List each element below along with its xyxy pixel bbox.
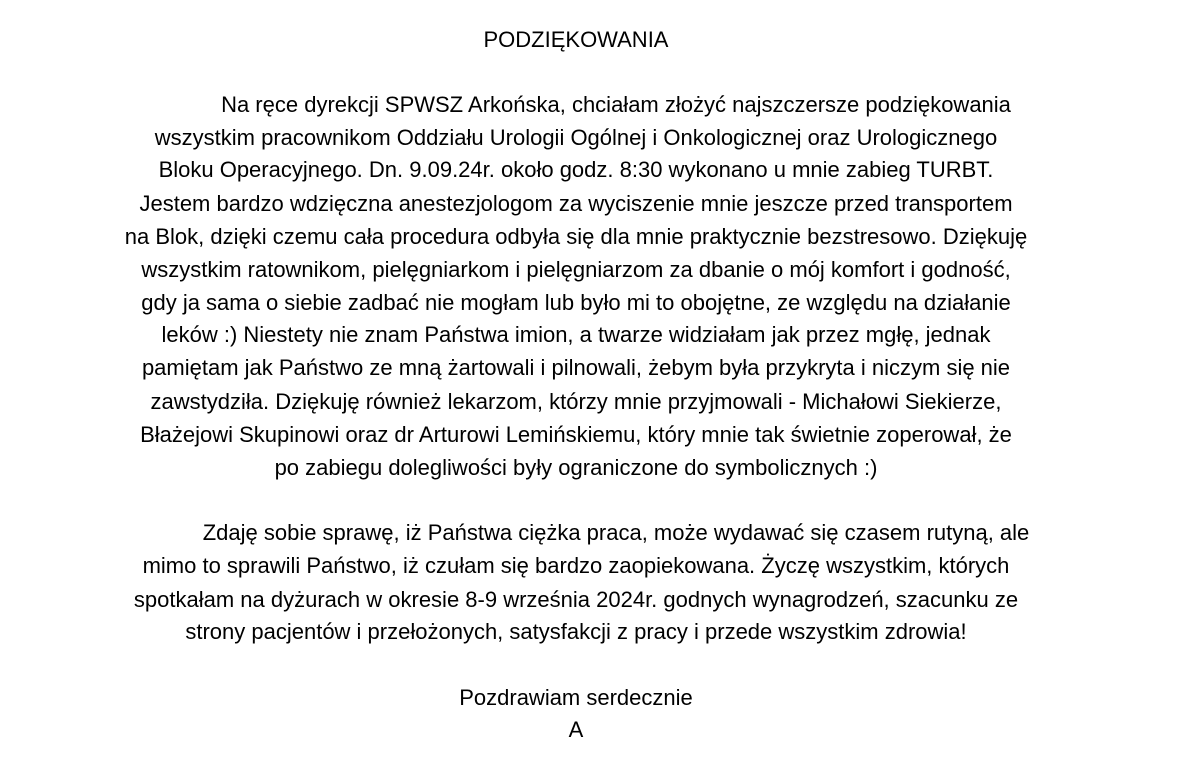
paragraph-1-line-5: na Blok, dzięki czemu cała procedura odbyła się dla mnie praktycznie bezstresowo. Dziękuję [124,224,1028,249]
closing-line: Pozdrawiam serdecznie [459,685,693,710]
paragraph-2-line-1: Zdaję sobie sprawę, iż Państwa ciężka praca, może wydawać się czasem rutyną, ale [202,520,1030,545]
paragraph-1-line-8: leków :) Niestety nie znam Państwa imion, a twarze widziałam jak przez mgłę, jednak [161,322,991,347]
paragraph-1-line-7: gdy ja sama o siebie zadbać nie mogłam lub było mi to obojętne, ze względu na działanie [141,290,1011,315]
document-title: PODZIĘKOWANIA [483,27,669,52]
paragraph-2-line-3: spotkałam na dyżurach w okresie 8-9 września 2024r. godnych wynagrodzeń, szacunku ze [133,587,1019,612]
paragraph-1-line-11: Błażejowi Skupinowi oraz dr Arturowi Lemińskiemu, który mnie tak świetnie zoperował, że [140,422,1012,447]
paragraph-1-line-4: Jestem bardzo wdzięczna anestezjologom za wyciszenie mnie jeszcze przed transportem [139,191,1013,216]
paragraph-2-line-2: mimo to sprawili Państwo, iż czułam się bardzo zaopiekowana. Życzę wszystkim, których [142,553,1010,578]
paragraph-1-line-1: Na ręce dyrekcji SPWSZ Arkońska, chciałam złożyć najszczersze podziękowania [221,92,1011,117]
paragraph-1-line-12: po zabiegu dolegliwości były ograniczone do symbolicznych :) [274,455,878,480]
paragraph-1-line-6: wszystkim ratownikom, pielęgniarkom i pielęgniarzom za dbanie o mój komfort i godność, [141,257,1011,282]
paragraph-1-line-2: wszystkim pracownikom Oddziału Urologii Ogólnej i Onkologicznej oraz Urologicznego [154,125,998,150]
paragraph-1-line-10: zawstydziła. Dziękuję również lekarzom, którzy mnie przyjmowali - Michałowi Siekierze, [150,389,1002,414]
paragraph-1-line-9: pamiętam jak Państwo ze mną żartowali i pilnowali, żebym była przykryta i niczym się nie [141,355,1011,380]
paragraph-2-line-4: strony pacjentów i przełożonych, satysfakcji z pracy i przede wszystkim zdrowia! [185,619,967,644]
paragraph-1-line-3: Bloku Operacyjnego. Dn. 9.09.24r. około godz. 8:30 wykonano u mnie zabieg TURBT. [158,157,994,182]
signature: A [568,717,584,742]
